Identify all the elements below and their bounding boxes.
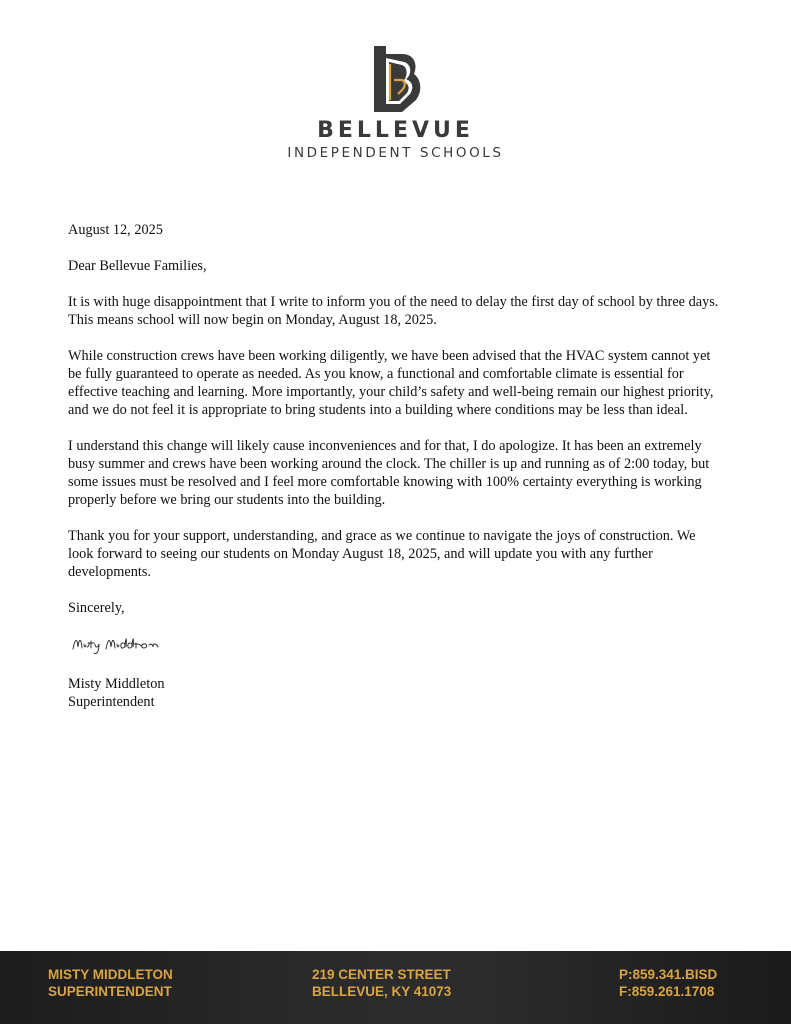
footer-contact-name: [48, 966, 173, 1000]
logo-wordmark: BELLEVUE: [317, 118, 474, 143]
letter-body: [68, 221, 720, 711]
letter-closing: Sincerely,: [68, 600, 125, 616]
letter-paragraph-1: It is with huge disappointment that I write to inform you of the need to delay the first day of school by three days. This means school will now begin on Monday, August 18, 2025.: [68, 294, 719, 328]
letter-paragraph-2: While construction crews have been working diligently, we have been advised that the HVAC system cannot yet be fully guaranteed to operate as needed. As you know, a functional and comfortable climate is essential for effective teaching and learning. More importantly, your child’s safety and well-being remain our highest priority, and we do not feel it is appropriate to bring students into a building where conditions may be less than ideal.: [68, 348, 714, 418]
letter-paragraph-4: Thank you for your support, understanding, and grace as we continue to navigate the joys of construction. We look forward to seeing our students on Monday August 18, 2025, and will update you with any further developments.: [68, 528, 696, 580]
letter-paragraph-3: I understand this change will likely cause inconveniences and for that, I do apologize. It has been an extremely busy summer and crews have been working around the clock. The chiller is up and running as of 2:00 today, but some issues must be resolved and I feel more comfortable knowing with 100% certainty everything is working properly before we bring our students into the building.: [68, 438, 710, 508]
signer-name: Misty Middleton: [68, 676, 165, 692]
footer-phone: P:859.341.BISD: [619, 967, 718, 982]
footer-street: 219 CENTER STREET: [312, 967, 451, 982]
handwritten-signature: [70, 633, 190, 657]
footer-bar: [0, 951, 791, 1024]
letterhead-logo: [0, 44, 791, 162]
footer-city: BELLEVUE, KY 41073: [312, 984, 452, 999]
letter-date: August 12, 2025: [68, 222, 163, 238]
footer-fax: F:859.261.1708: [619, 984, 715, 999]
footer-address: [312, 966, 451, 1000]
signer-title: Superintendent: [68, 694, 155, 710]
logo-subtitle: INDEPENDENT SCHOOLS: [287, 145, 504, 161]
bellevue-b-shield-icon: [368, 44, 424, 114]
footer-name: MISTY MIDDLETON: [48, 967, 173, 982]
footer-numbers: [619, 966, 717, 1000]
letter-salutation: Dear Bellevue Families,: [68, 258, 207, 274]
footer-title: SUPERINTENDENT: [48, 984, 172, 999]
